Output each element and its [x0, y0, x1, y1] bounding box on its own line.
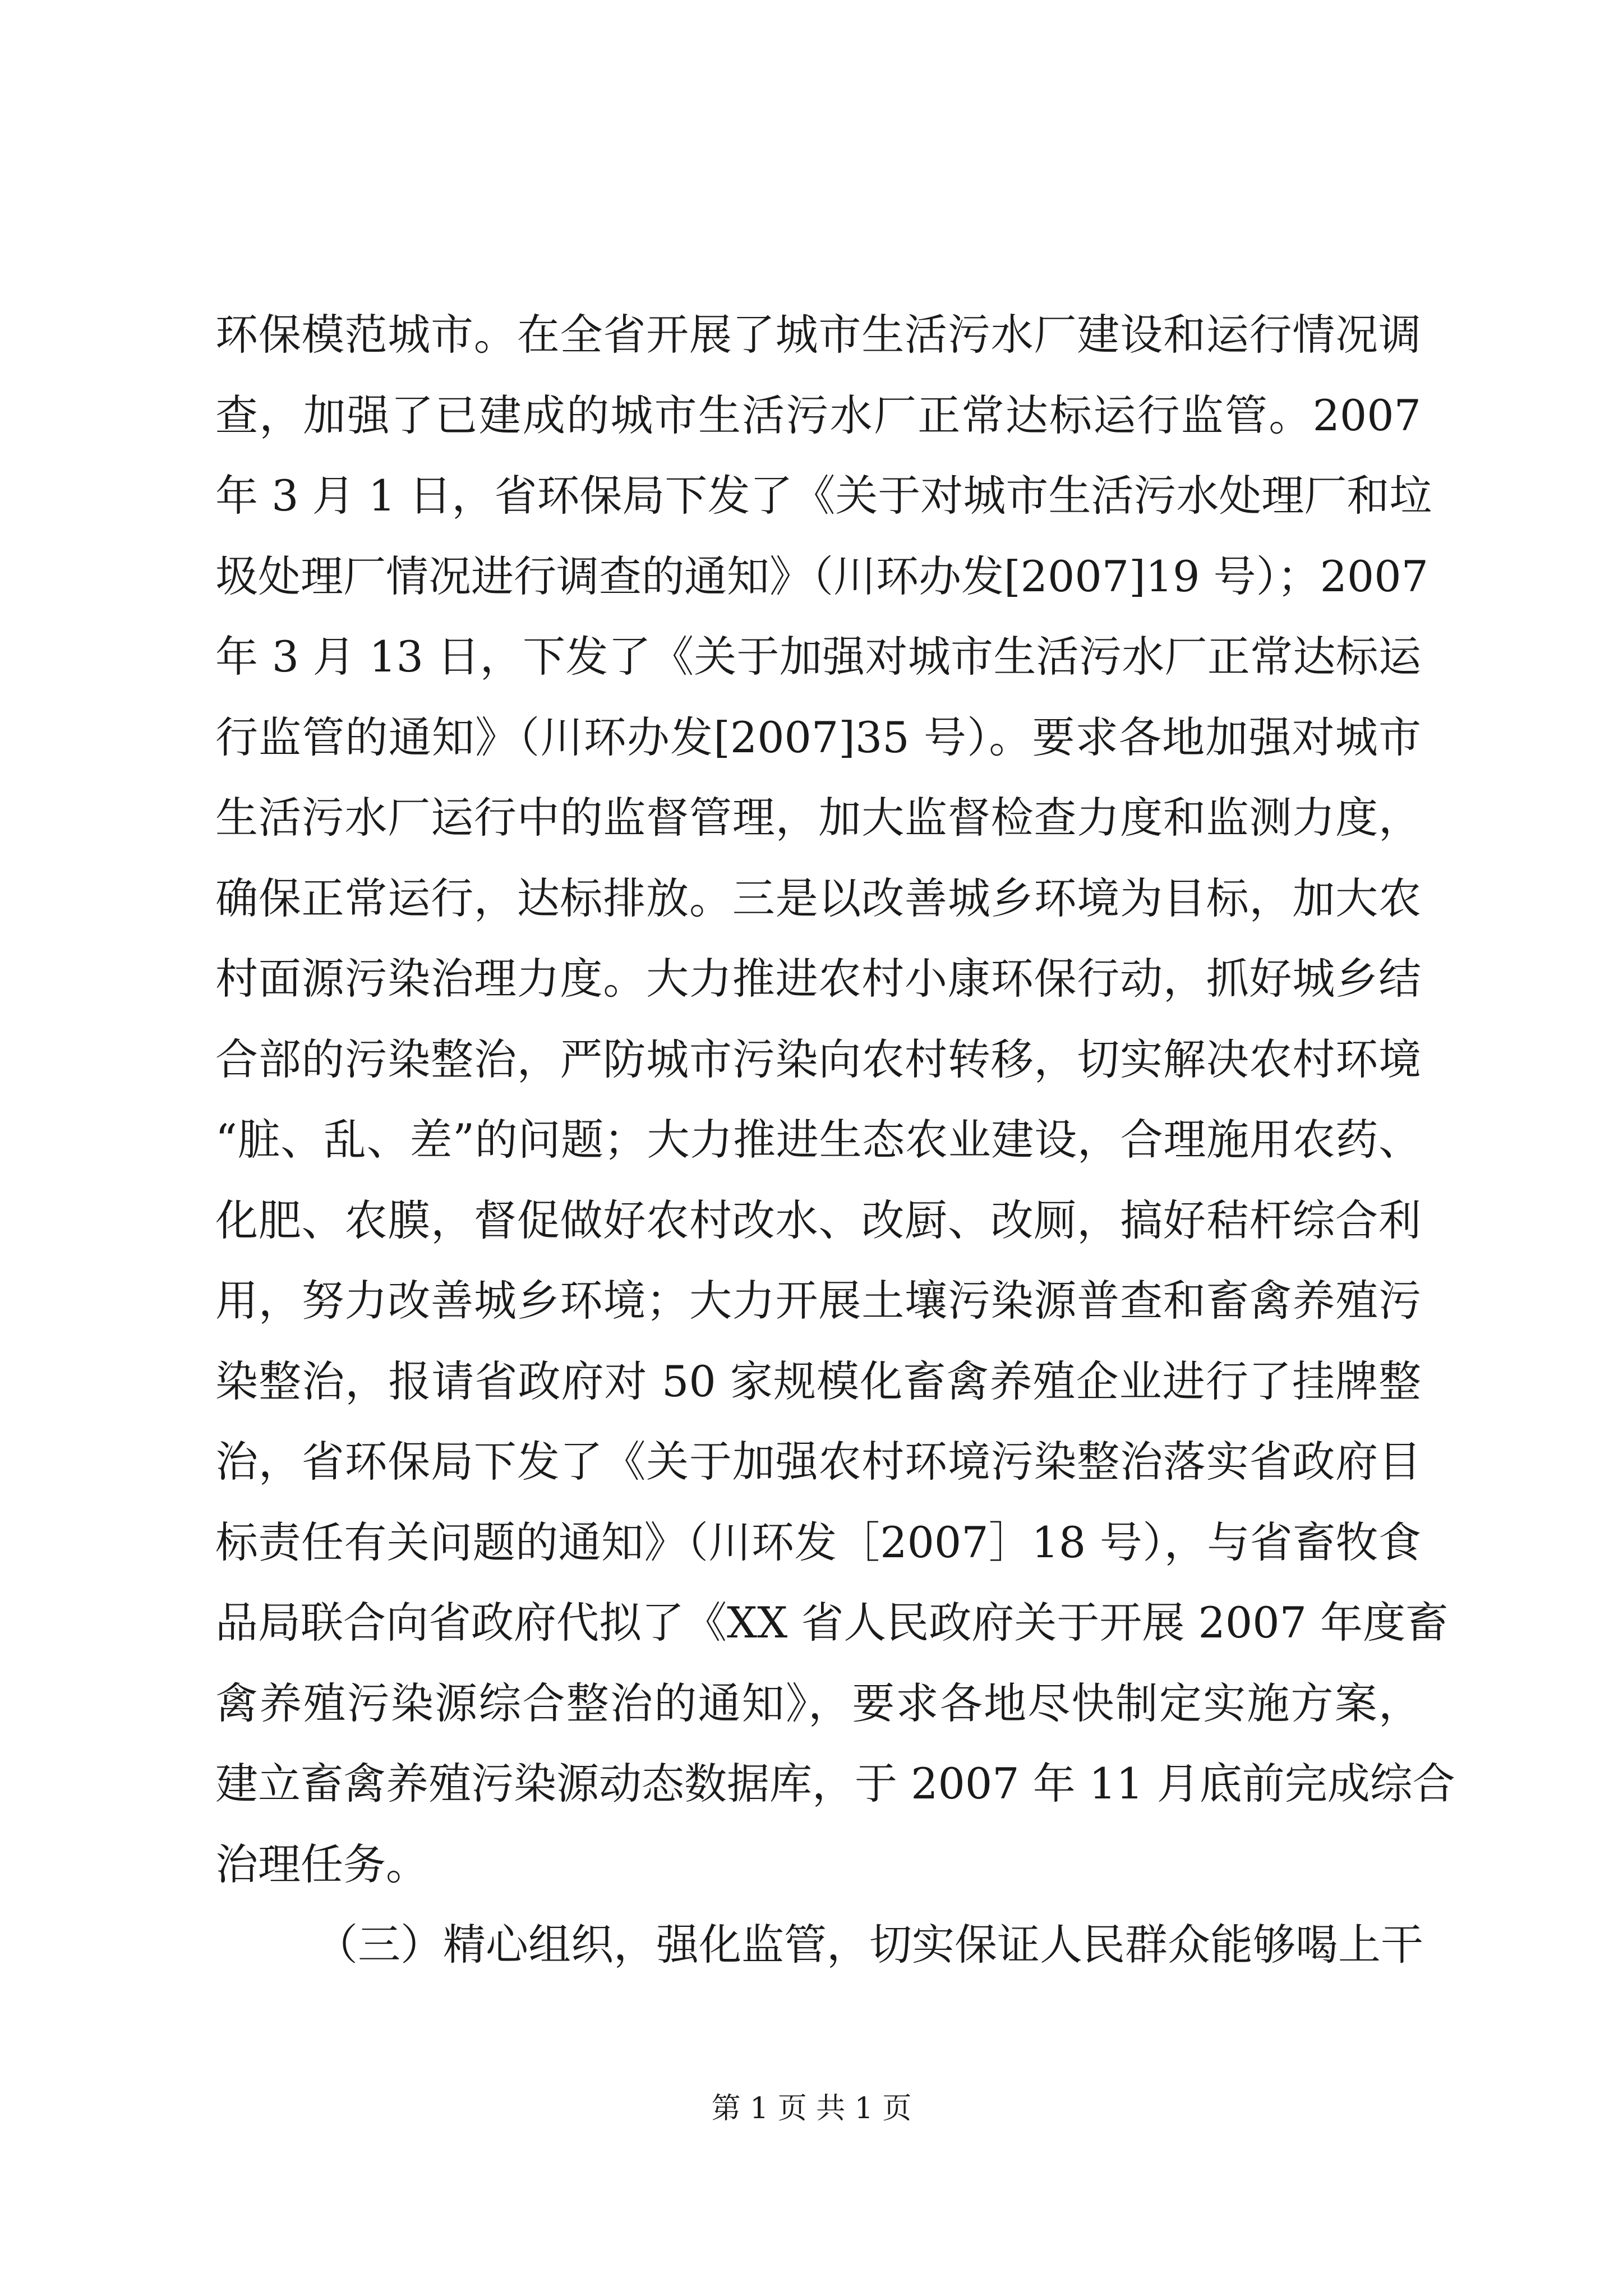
text-line: 化肥、农膜，督促做好农村改水、改厨、改厕，搞好秸杆综合利: [215, 1195, 1421, 1245]
text-line: 用，努力改善城乡环境；大力开展土壤污染源普查和畜禽养殖污: [215, 1276, 1421, 1326]
text-line: “脏、乱、差”的问题；大力推进生态农业建设，合理施用农药、: [215, 1115, 1421, 1165]
text-line: 合部的污染整治，严防城市污染向农村转移，切实解决农村环境: [215, 1034, 1421, 1084]
text-line: 治理任务。: [215, 1839, 428, 1889]
text-line: 年 3 月 1 日，省环保局下发了《关于对城市生活污水处理厂和垃: [215, 471, 1432, 521]
section-heading-line: （三）精心组织，强化监管，切实保证人民群众能够喝上干: [315, 1920, 1423, 1970]
text-line: 确保正常运行，达标排放。三是以改善城乡环境为目标，加大农: [215, 873, 1421, 923]
text-line: 建立畜禽养殖污染源动态数据库，于 2007 年 11 月底前完成综合: [215, 1759, 1455, 1809]
text-line: 标责任有关问题的通知》（川环发［2007］18 号），与省畜牧食: [215, 1517, 1421, 1567]
page-footer: [0, 2089, 1623, 2128]
text-line: 治，省环保局下发了《关于加强农村环境污染整治落实省政府目: [215, 1437, 1421, 1487]
page-number-label: 第 1 页 共 1 页: [711, 2092, 912, 2125]
text-line: 生活污水厂运行中的监督管理，加大监督检查力度和监测力度，: [215, 793, 1421, 843]
text-line: 禽养殖污染源综合整治的通知》，要求各地尽快制定实施方案，: [215, 1678, 1421, 1728]
text-line: 年 3 月 13 日，下发了《关于加强对城市生活污水厂正常达标运: [215, 632, 1421, 682]
body-text: [215, 295, 1455, 1985]
text-line: 查，加强了已建成的城市生活污水厂正常达标运行监管。2007: [215, 390, 1421, 440]
text-line: 染整治，报请省政府对 50 家规模化畜禽养殖企业进行了挂牌整: [215, 1356, 1421, 1406]
text-line: 行监管的通知》（川环办发[2007]35 号）。要求各地加强对城市: [215, 712, 1421, 762]
text-line: 村面源污染治理力度。大力推进农村小康环保行动，抓好城乡结: [215, 954, 1421, 1004]
text-line: 品局联合向省政府代拟了《XX 省人民政府关于开展 2007 年度畜: [215, 1598, 1449, 1648]
text-line: 圾处理厂情况进行调查的通知》（川环办发[2007]19 号）；2007: [215, 551, 1428, 601]
text-line: 环保模范城市。在全省开展了城市生活污水厂建设和运行情况调: [215, 310, 1421, 360]
